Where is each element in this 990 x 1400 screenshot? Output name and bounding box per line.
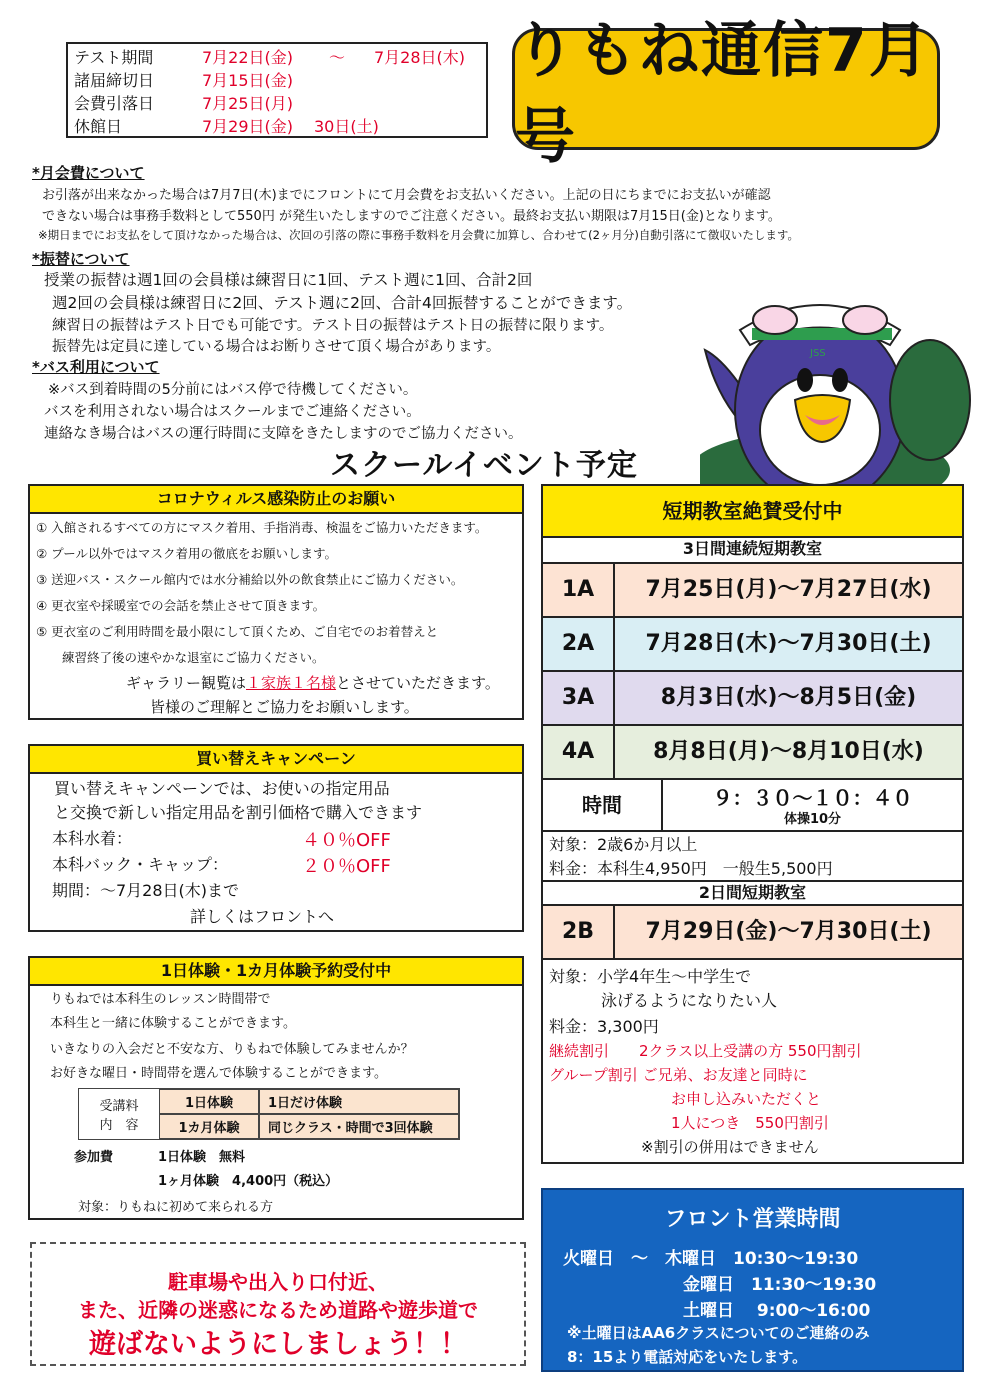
class-date: 7月29日(金)～7月30日(土) [645, 919, 932, 944]
fee-heading: *月会費について [32, 164, 145, 182]
bag-cap-label: 本科バック・キャップ： [52, 855, 229, 874]
class-row-1a [543, 564, 962, 618]
time-value: ９：３０～１０：４０ [712, 786, 913, 810]
schedule-label: 会費引落日 [74, 94, 155, 113]
trial-lesson-box [28, 956, 524, 1220]
trial-fee-day: 1日体験 無料 [158, 1150, 246, 1165]
swimsuit-discount: ４０％OFF [302, 830, 391, 851]
class-row-2b [543, 906, 962, 960]
three-day-target: 対象：2歳6か月以上 [549, 835, 698, 854]
class-code: 1A [543, 564, 615, 616]
bus-text: ※バス到着時間の5分前にはバス停で待機してください。 [48, 382, 418, 398]
group-discount: 1人につき 550円割引 [671, 1114, 829, 1132]
trial-type-cell: 1日体験 [159, 1089, 259, 1114]
furikae-heading: *振替について [32, 250, 130, 268]
trial-content-cell: 同じクラス・時間で3回体験 [259, 1114, 459, 1139]
fee-note: ※期日までにお支払をして頂けなかった場合は、次回の引落の際に事務手数料を月会費に加算し、合わせて(2ヶ月分)自動引落にて徴収いたします。 [38, 228, 799, 242]
trial-fee-label: 参加費 [74, 1150, 114, 1165]
gallery-rule: ギャラリー観覧は１家族１名様とさせていただきます。 [126, 674, 500, 692]
class-row-2a [543, 618, 962, 672]
discount-note: ※割引の併用はできません [641, 1138, 819, 1156]
schedule-date-end: 7月28日(木) [374, 48, 466, 67]
bag-cap-discount: ２０％OFF [302, 856, 391, 877]
campaign-detail: 詳しくはフロントへ [190, 907, 335, 926]
front-hours-row: 土曜日 9:00～16:00 [683, 1301, 871, 1321]
trial-content-cell: 1日だけ体験 [259, 1089, 459, 1114]
corona-item: ② プール以外ではマスク着用の徹底をお願いします。 [36, 546, 338, 561]
two-day-target: 対象：小学4年生～中学生で [549, 967, 752, 986]
two-day-subheader: 2日間短期教室 [543, 880, 962, 906]
trial-fee-month: 1ヶ月体験 4,400円（税込） [158, 1174, 339, 1189]
schedule-date-end: 30日(土) [314, 117, 379, 136]
trial-text: いきなりの入会だと不安な方、りもねで体験してみませんか？ [50, 1042, 414, 1057]
trial-text: 本科生と一緒に体験することができます。 [50, 1016, 296, 1031]
corona-title: コロナウィルス感染防止のお願い [30, 486, 522, 514]
class-code: 4A [543, 726, 615, 778]
furikae-text: 振替先は定員に達している場合はお断りさせて頂く場合があります。 [52, 339, 501, 355]
time-note: 体操10分 [783, 812, 842, 827]
event-section-title: スクールイベント予定 [330, 448, 638, 483]
warning-line: 遊ばないようにしましょう！！ [89, 1329, 467, 1360]
schedule-table [66, 42, 488, 138]
schedule-date: 7月25日(月) [202, 94, 294, 113]
penguin-mascot-icon [700, 290, 980, 490]
front-hours-note: 8：15より電話対応をいたします。 [567, 1348, 808, 1366]
front-hours-box [541, 1188, 964, 1372]
campaign-title: 買い替えキャンペーン [30, 746, 522, 774]
time-row [543, 780, 962, 832]
trial-table [78, 1088, 460, 1140]
schedule-date: 7月29日(金) [202, 117, 294, 136]
two-day-price: 料金：3,300円 [549, 1017, 659, 1036]
schedule-label: 休館日 [74, 117, 123, 136]
safety-warning-box [30, 1242, 526, 1366]
two-day-target: 泳げるようになりたい人 [601, 991, 778, 1010]
trial-target: 対象：りもねに初めて来られる方 [78, 1200, 274, 1215]
furikae-text: 練習日の振替はテスト日でも可能です。テスト日の振替はテスト日の振替に限ります。 [52, 318, 614, 334]
corona-item: 練習終了後の速やかな退室にご協力ください。 [62, 650, 325, 665]
corona-item: ③ 送迎バス・スクール館内では水分補給以外の飲食禁止にご協力ください。 [36, 572, 464, 587]
group-discount: グループ割引 ご兄弟、お友達と同時に [549, 1066, 808, 1084]
short-course-header: 短期教室絶賛受付中 [543, 486, 962, 538]
schedule-date: 7月15日(金) [202, 71, 294, 90]
front-hours-title: フロント営業時間 [664, 1207, 841, 1232]
time-label: 時間 [543, 780, 663, 830]
group-discount: お申し込みいただくと [671, 1090, 822, 1108]
bus-heading: *バス利用について [32, 358, 160, 376]
front-hours-row: 金曜日 11:30～19:30 [683, 1275, 877, 1295]
corona-item: ⑤ 更衣室のご利用時間を最小限にして頂くため、ご自宅でのお着替えと [36, 624, 439, 639]
schedule-label: 諸届締切日 [74, 71, 155, 90]
trial-title: 1日体験・1カ月体験予約受付中 [30, 958, 522, 986]
corona-thanks: 皆様のご理解とご協力をお願いします。 [150, 698, 419, 716]
schedule-tilde: ～ [329, 48, 346, 67]
corona-notice-box [28, 484, 524, 720]
continuation-discount: 継続割引 2クラス以上受講の方 550円割引 [549, 1042, 862, 1060]
three-day-price: 料金：本科生4,950円 一般生5,500円 [549, 859, 833, 878]
front-hours-note: ※土曜日はAA6クラスについてのご連絡のみ [567, 1324, 870, 1342]
bus-text: 連絡なき場合はバスの運行時間に支障をきたしますのでご協力ください。 [44, 426, 523, 442]
trial-type-cell: 1カ月体験 [159, 1114, 259, 1139]
class-date: 8月8日(月)～8月10日(水) [653, 739, 924, 764]
furikae-text: 授業の振替は週1回の会員様は練習日に1回、テスト週に1回、合計2回 [44, 271, 533, 289]
class-date: 7月25日(月)～7月27日(水) [645, 577, 932, 602]
campaign-period: 期間：～7月28日(木)まで [52, 881, 240, 900]
fee-text: できない場合は事務手数料として550円 が発生いたしますのでご注意ください。最終お支払い期限は7月15日(金)となります。 [42, 209, 781, 224]
furikae-text: 週2回の会員様は練習日に2回、テスト週に2回、合計4回振替することができます。 [52, 294, 633, 312]
replacement-campaign-box [28, 744, 524, 932]
newsletter-title [512, 16, 940, 172]
corona-item: ④ 更衣室や採暖室での会話を禁止させて頂きます。 [36, 598, 326, 613]
short-course-box [541, 484, 964, 1164]
three-day-subheader: 3日間連続短期教室 [543, 538, 962, 564]
fee-text: お引落が出来なかった場合は7月7日(木)までにフロントにて月会費をお支払いください。上記の日にちまでにお支払いが確認 [42, 188, 771, 203]
swimsuit-label: 本科水着： [52, 829, 133, 848]
class-date: 8月3日(水)～8月5日(金) [660, 685, 917, 710]
class-row-3a [543, 672, 962, 726]
corona-item: ① 入館されるすべての方にマスク着用、手指消毒、検温をご協力いただきます。 [36, 520, 488, 535]
warning-line: また、近隣の迷惑になるため道路や遊歩道で [78, 1298, 478, 1322]
trial-text: りもねでは本科生のレッスン時間帯で [50, 992, 271, 1007]
class-code: 3A [543, 672, 615, 724]
schedule-date: 7月22日(金) [202, 48, 294, 67]
class-row-4a [543, 726, 962, 780]
schedule-label: テスト期間 [74, 48, 154, 67]
front-hours-row: 火曜日 ～ 木曜日 10:30～19:30 [563, 1249, 859, 1269]
warning-line: 駐車場や出入り口付近、 [168, 1270, 388, 1294]
title-text: りもね通信7月号 [515, 16, 931, 172]
campaign-text: 買い替えキャンペーンでは、お使いの指定用品 [54, 779, 390, 798]
trial-text: お好きな曜日・時間帯を選んで体験することができます。 [50, 1066, 387, 1081]
class-code: 2B [543, 906, 615, 958]
bus-text: バスを利用されない場合はスクールまでご連絡ください。 [44, 404, 421, 420]
campaign-text: と交換で新しい指定用品を割引価格で購入できます [54, 803, 423, 822]
trial-table-header: 受講料 内 容 [99, 1099, 139, 1133]
class-date: 7月28日(木)～7月30日(土) [645, 631, 932, 656]
cap-label: JSS [810, 348, 826, 359]
class-code: 2A [543, 618, 615, 670]
